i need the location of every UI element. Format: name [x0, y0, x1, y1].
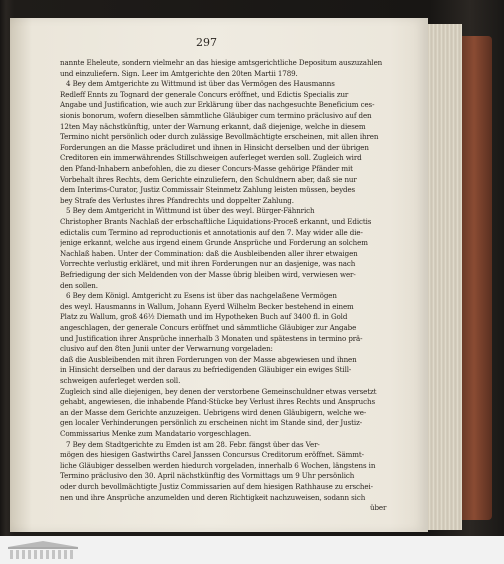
text-line: 4 Bey dem Amtgerichte zu Wittmund ist über das Vermögen des Hausmanns	[66, 79, 335, 89]
text-line: nannte Eheleute, sondern vielmehr an das hiesige amtsgerichtliche Depositum auszuzahlen	[60, 58, 383, 67]
text-line: Forderungen an die Masse präcludiret und ihnen in Hinsicht derselben und der übrigen	[60, 142, 369, 152]
text-line: den Pfand-Inhabern anbefohlen, die zu dieser Concurs-Masse gehörige Pfänder mit	[60, 164, 353, 173]
text-line: Nachlaß haben. Unter der Commination: daß die Ausbleibenden aller ihrer etwaigen	[60, 248, 358, 258]
text-line: liche Gläubiger desselben werden hiedurch vorgeladen, innerhalb 6 Wochen, längstens in	[60, 460, 376, 470]
text-line: oder durch bevollmächtigte Justiz Commissarien auf dem hiesigen Rathhause zu erschei-	[60, 482, 373, 491]
text-line: Angabe und Justification, wie auch zur Erklärung über das nachgesuchte Beneficium ces-	[60, 100, 375, 110]
text-line: Termino präclusivo den 30. April nächstkünftig des Vormittags um 9 Uhr persönlich	[60, 471, 355, 481]
text-line: jenige erkannt, welche aus irgend einem Grunde Ansprüche und Forderung an solchem	[60, 238, 368, 248]
text-line: Vorrechte verlustig erkläret, und mit ihren Forderungen nur an dasjenige, was nach	[60, 259, 356, 269]
text-line: 7 Bey dem Stadtgerichte zu Emden ist am 28. Febr. fängst über das Ver-	[66, 439, 320, 449]
text-line: angeschlagen, der generale Concurs eröffnet und sämmtliche Gläubiger zur Angabe	[60, 323, 357, 332]
text-line: gen localer Verhinderungen persönlich zu erscheinen nicht im Stande sind, der Justiz-	[60, 418, 363, 428]
text-line: in Hinsicht derselben und der daraus zu befriedigenden Gläubiger ein ewiges Still-	[60, 365, 352, 375]
book-cover-spine	[462, 36, 492, 520]
text-line: dem Interims-Curator, Justiz Commissair Steinmetz Zahlung leisten müssen, beydes	[60, 185, 356, 195]
text-line: Platz zu Wallum, groß 46½ Diemath und im Hypotheken Buch auf 3400 fl. in Gold	[60, 312, 348, 322]
text-line: gehabt, angewiesen, die inhabende Pfand-Stücke bey Verlust ihres Rechts und Anspruchs	[60, 397, 376, 407]
text-line: bey Strafe des Verlustes ihres Pfandrechts und doppelter Zahlung.	[60, 195, 294, 205]
text-line: des weyl. Hausmanns in Wallum, Johann Eyerd Wilhelm Becker bestehend in einem	[60, 301, 354, 311]
text-line: mögen des hiesigen Gastwirths Carel Janssen Concursus Creditorum eröffnet. Sämmt-	[60, 450, 364, 460]
text-line: Befriedigung der sich Meldenden von der Masse übrig bleiben wird, verwiesen wer-	[60, 270, 356, 279]
library-building-logo	[6, 540, 80, 560]
text-line: Vorbehalt ihres Rechts, dem Gerichte einzuliefern, den Schuldnern aber, daß sie nur	[60, 174, 357, 184]
text-line: Redleff Ennts zu Tognard der generale Concurs eröffnet, und Edictis Specialis zur	[60, 89, 349, 99]
text-line: sionis bonorum, wofern dieselben sämmtliche Gläubiger cum termino präclusivo auf den	[60, 111, 372, 120]
text-line: und Justification ihrer Ansprüche innerhalb 3 Monaten und spätestens in termino prä-	[60, 333, 363, 343]
text-line: clusivo auf den 8ten Junii unter der Verwarnung vorgeladen:	[60, 344, 273, 354]
text-line: schweigen auferleget werden soll.	[60, 376, 181, 385]
text-line: 6 Bey dem Königl. Amtgericht zu Esens ist über das nachgelaßene Vermögen	[66, 291, 337, 301]
text-line: an der Masse dem Gerichte anzuzeigen. Uebrigens wird denen Gläubigern, welche we-	[60, 407, 367, 417]
text-line: Christopher Brants Nachlaß der erbschaftliche Liquidations-Proceß erkannt, und Edictis	[60, 217, 372, 226]
text-line: daß die Ausbleibenden mit ihren Forderungen von der Masse abgewiesen und ihnen	[60, 354, 357, 364]
text-line: über	[370, 503, 387, 513]
text-line: Termino nicht persönlich oder durch zulässige Bevollmächtigte erscheinen, mit allen ihren	[60, 132, 379, 142]
text-line: edictalis cum Termino ad reproductionis et annotationis auf den 7. May wider alle die-	[60, 227, 363, 237]
text-line: Commissarius Menke zum Mandatario vorgeschlagen.	[60, 429, 252, 438]
page-stack-edge	[428, 24, 462, 530]
text-line: 5 Bey dem Amtgericht in Wittmund ist über des weyl. Bürger-Fähnrich	[66, 206, 315, 216]
text-line: Zugleich sind alle diejenigen, bey denen der verstorbene Gemeinschuldner etwas versetzt	[60, 386, 377, 396]
text-line: 12ten May nächstkünftig, unter der Warnung erkannt, daß diejenige, welche in diesem	[60, 121, 366, 131]
text-line: und einzuliefern. Sign. Leer im Amtgerichte den 20ten Martii 1789.	[60, 68, 298, 78]
text-line: nen und ihre Ansprüche anzumelden und deren Richtigkeit nachzuweisen, sodann sich	[60, 492, 366, 502]
text-line: Creditoren ein immerwährendes Stillschweigen auferleget werden soll. Zugleich wird	[60, 153, 362, 163]
text-line: den sollen.	[60, 280, 98, 290]
page-number: 297	[196, 36, 217, 49]
